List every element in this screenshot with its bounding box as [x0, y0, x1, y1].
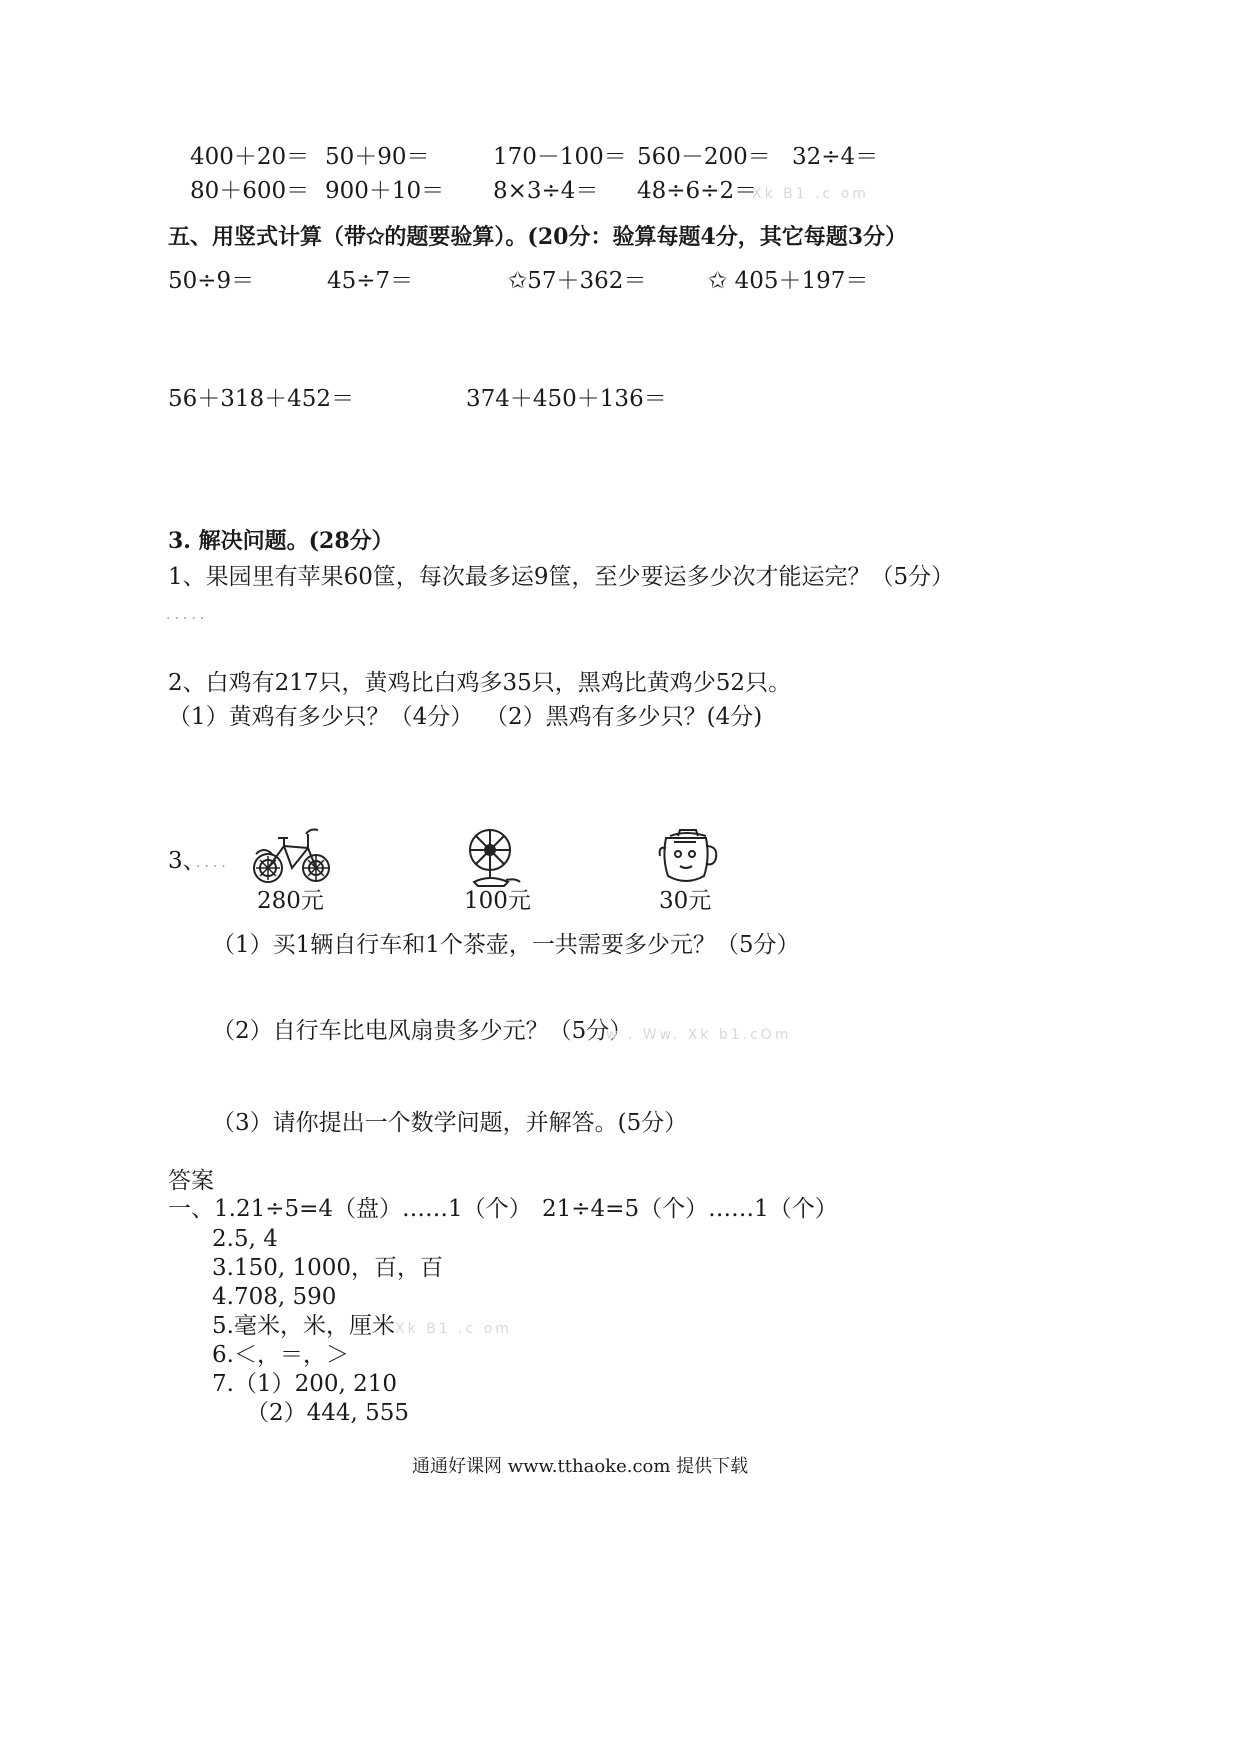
- answer-line: 3.150, 1000，百，百: [212, 1255, 443, 1281]
- page-footer: 通通好课网 www.tthaoke.com 提供下载: [412, 1456, 749, 1477]
- word-problem-label: 3、: [168, 848, 206, 874]
- sub-question: （1）黄鸡有多少只？（4分）: [168, 704, 474, 730]
- sub-question: （2）自行车比电风扇贵多少元？（5分）: [212, 1018, 633, 1044]
- teapot-icon: [656, 828, 722, 888]
- word-problem: 2、白鸡有217只，黄鸡比白鸡多35只，黑鸡比黄鸡少52只。: [168, 670, 792, 696]
- vertical-calc-problem: 50÷9＝: [168, 268, 255, 294]
- answer-line: 21÷4=5（个）……1（个）: [542, 1196, 838, 1222]
- price-label: 100元: [464, 888, 531, 914]
- section-title: 3. 解决问题。(28分）: [168, 528, 394, 554]
- oral-problem: 80＋600＝: [190, 178, 310, 204]
- vertical-calc-problem: 45÷7＝: [327, 268, 414, 294]
- price-label: 30元: [659, 888, 712, 914]
- dot-marks: .....: [166, 607, 209, 623]
- vertical-calc-problem: ✩57＋362＝: [508, 268, 647, 294]
- answers-title: 答案: [168, 1168, 214, 1194]
- answer-line: （2）444, 555: [246, 1400, 410, 1426]
- fan-icon: [460, 826, 522, 888]
- oral-problem: 400＋20＝: [190, 144, 310, 170]
- oral-problem: 170－100＝: [493, 144, 627, 170]
- watermark: w . Ww. Xk b1.cOm: [606, 1027, 792, 1043]
- oral-problem: 32÷4＝: [792, 144, 879, 170]
- answer-line: 2.5, 4: [212, 1226, 278, 1252]
- oral-problem: 48÷6÷2＝: [637, 178, 758, 204]
- answer-line: 4.708, 590: [212, 1284, 337, 1310]
- sub-question: （1）买1辆自行车和1个茶壶，一共需要多少元？（5分）: [212, 932, 800, 958]
- watermark: Xk B1 .c om: [752, 186, 869, 202]
- price-label: 280元: [257, 888, 324, 914]
- vertical-calc-problem: 374＋450＋136＝: [466, 386, 667, 412]
- answer-line: 6.＜，＝，＞: [212, 1342, 349, 1368]
- answer-line: 7.（1）200, 210: [212, 1371, 397, 1397]
- sub-question: （3）请你提出一个数学问题，并解答。(5分）: [212, 1110, 688, 1136]
- word-problem: 1、果园里有苹果60筐，每次最多运9筐，至少要运多少次才能运完？（5分）: [168, 564, 955, 590]
- sub-question: （2）黑鸡有多少只？(4分): [485, 704, 763, 730]
- section-title: 五、用竖式计算（带✩的题要验算）。(20分：验算每题4分，其它每题3分）: [168, 224, 908, 250]
- bicycle-icon: [248, 824, 334, 888]
- dot-marks: ....: [196, 855, 230, 871]
- watermark: Xk B1 .c om: [395, 1321, 512, 1337]
- oral-problem: 560－200＝: [637, 144, 771, 170]
- oral-problem: 8×3÷4＝: [493, 178, 599, 204]
- vertical-calc-problem: 56＋318＋452＝: [168, 386, 355, 412]
- oral-problem: 50＋90＝: [325, 144, 430, 170]
- oral-problem: 900＋10＝: [325, 178, 445, 204]
- answer-line: 5.毫米，米，厘米: [212, 1313, 395, 1339]
- answer-line: 一、1.21÷5=4（盘）……1（个）: [168, 1196, 532, 1222]
- vertical-calc-problem: ✩ 405＋197＝: [708, 268, 869, 294]
